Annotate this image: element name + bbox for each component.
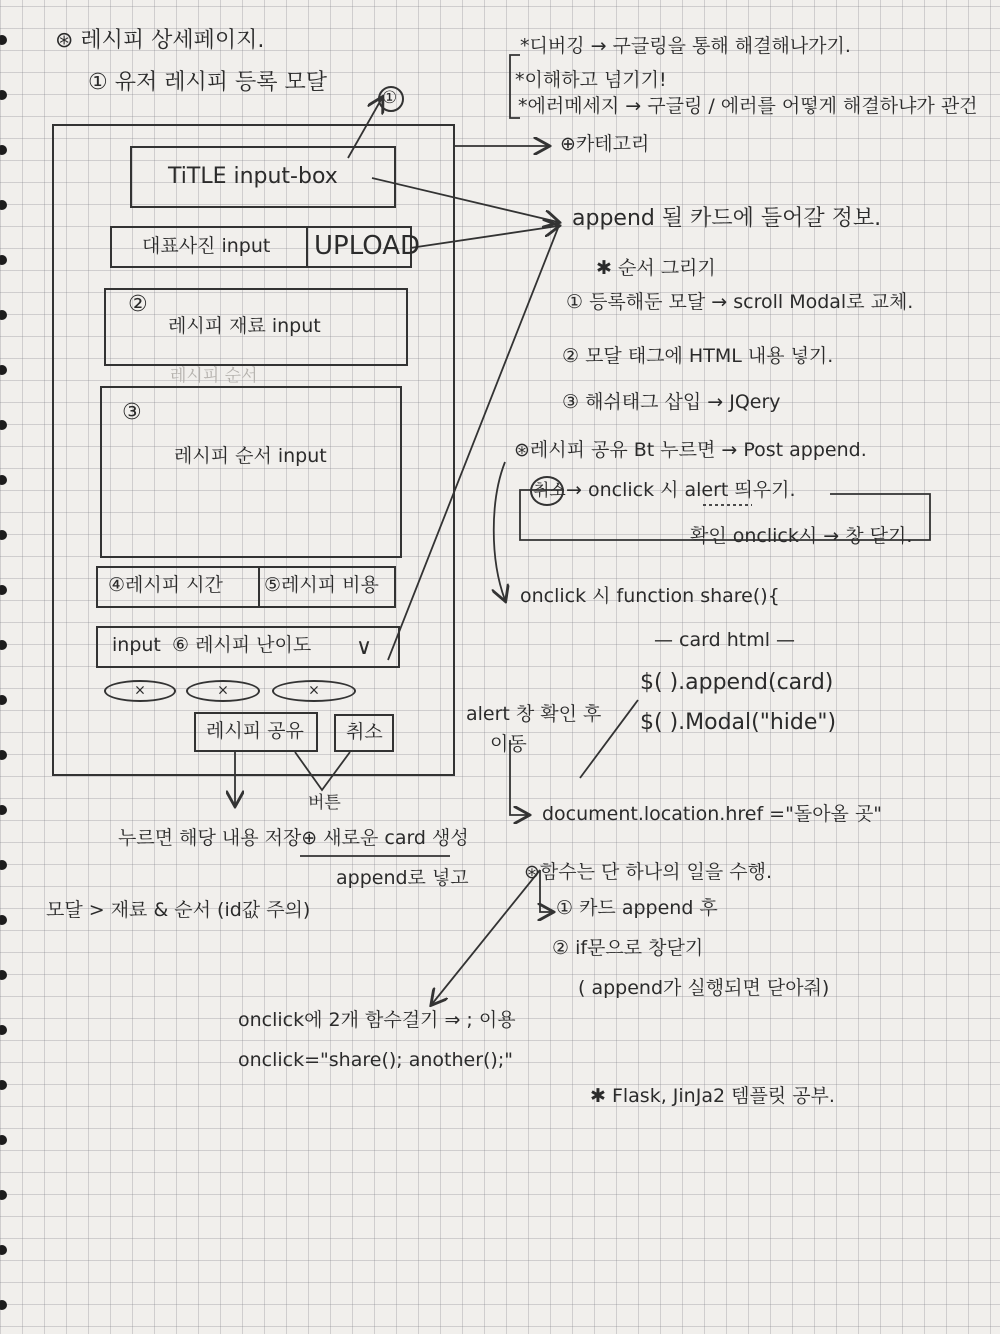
chevron-down-icon: ∨ [356,635,373,660]
ingredients-number: ② [128,292,148,317]
function-rule-2: ② if문으로 창닫기 [552,937,704,959]
order-step-1: ① 등록해둔 모달 → scroll Modal로 교체. [566,291,914,313]
alert-note: alert 창 확인 후 [466,703,602,725]
note-understand: *이해하고 넘기기! [515,69,667,91]
cancel-button[interactable]: 취소 [334,714,394,752]
photo-input-row[interactable] [110,226,421,268]
code-modal-line: $( ).Modal("hide") [640,710,837,735]
difficulty-select[interactable]: input ⑥ 레시피 난이도 ∨ [96,626,400,668]
close-icon[interactable]: × [217,682,229,699]
code-location-line: document.location.href ="돌아올 곳" [542,803,883,825]
tag-chip[interactable] [186,680,260,702]
note-debugging: *디버깅 → 구글링을 통해 해결해나가기. [520,35,851,57]
alert-note-move: 이동 [490,733,527,755]
cancel-flow-note: → onclick 시 alert 띄우기. [566,479,796,501]
onclick-two-note: onclick에 2개 함수걸기 ⇒ ; 이용 [238,1009,516,1031]
code-append-line: $( ).append(card) [640,670,834,695]
onclick-code: onclick="share(); another();" [238,1049,513,1071]
function-rule: ⊛함수는 단 하나의 일을 수행. [524,861,773,883]
tag-chip[interactable] [272,680,356,702]
photo-input-label: 대표사진 input [142,235,271,257]
code-card-html: — card html — [654,629,796,651]
share-button[interactable]: 레시피 공유 [194,712,318,752]
steps-input[interactable]: ③ 레시피 순서 input [100,386,402,558]
modal-note: 모달 > 재료 & 순서 (id값 주의) [46,899,311,921]
order-step-2: ② 모달 태그에 HTML 내용 넣기. [562,345,834,367]
section-subtitle: ① 유저 레시피 등록 모달 [88,70,327,95]
page-title: ⊛ 레시피 상세페이지. [55,28,265,53]
upload-button[interactable]: UPLOAD [306,226,412,268]
time-field[interactable]: ④레시피 시간 [96,566,260,608]
cancel-circle: 취소 [530,476,564,506]
button-label: 버튼 [308,793,341,813]
close-icon[interactable]: × [308,682,320,699]
ingredients-input[interactable]: ② 레시피 재료 input [104,288,408,366]
confirm-flow-note: 확인 onclick시 → 창 닫기. [690,525,913,547]
function-rule-3: ( append가 실행되면 닫아줘) [578,977,830,999]
note-append-info: append 될 카드에 들어갈 정보. [572,206,882,231]
spiral-binding [0,0,14,1334]
close-icon[interactable]: × [134,682,146,699]
note-error-message: *에러메세지 → 구글링 / 에러를 어떻게 해결하냐가 관건 [518,95,978,117]
flask-note: ✱ Flask, JinJa2 템플릿 공부. [590,1085,835,1107]
cost-field[interactable]: ⑤레시피 비용 [258,566,396,608]
share-click-note: ⊛레시피 공유 Bt 누르면 → Post append. [514,439,867,461]
title-input-box[interactable]: TiTLE input-box [130,146,396,208]
order-heading: ✱ 순서 그리기 [596,257,716,279]
function-rule-1: ① 카드 append 후 [556,897,718,919]
tag-chip[interactable] [104,680,176,702]
code-function-line: onclick 시 function share(){ [520,585,780,607]
steps-number: ③ [122,400,142,425]
note-category: ⊕카테고리 [560,133,650,155]
faint-erased-note: 레시피 순서 [170,366,258,386]
save-note: 누르면 해당 내용 저장⊕ 새로운 card 생성 [118,827,469,849]
circle-marker-1: ① [378,86,404,112]
order-step-3: ③ 해쉬태그 삽입 → JQery [562,391,781,413]
append-note: append로 넣고 [336,867,469,889]
